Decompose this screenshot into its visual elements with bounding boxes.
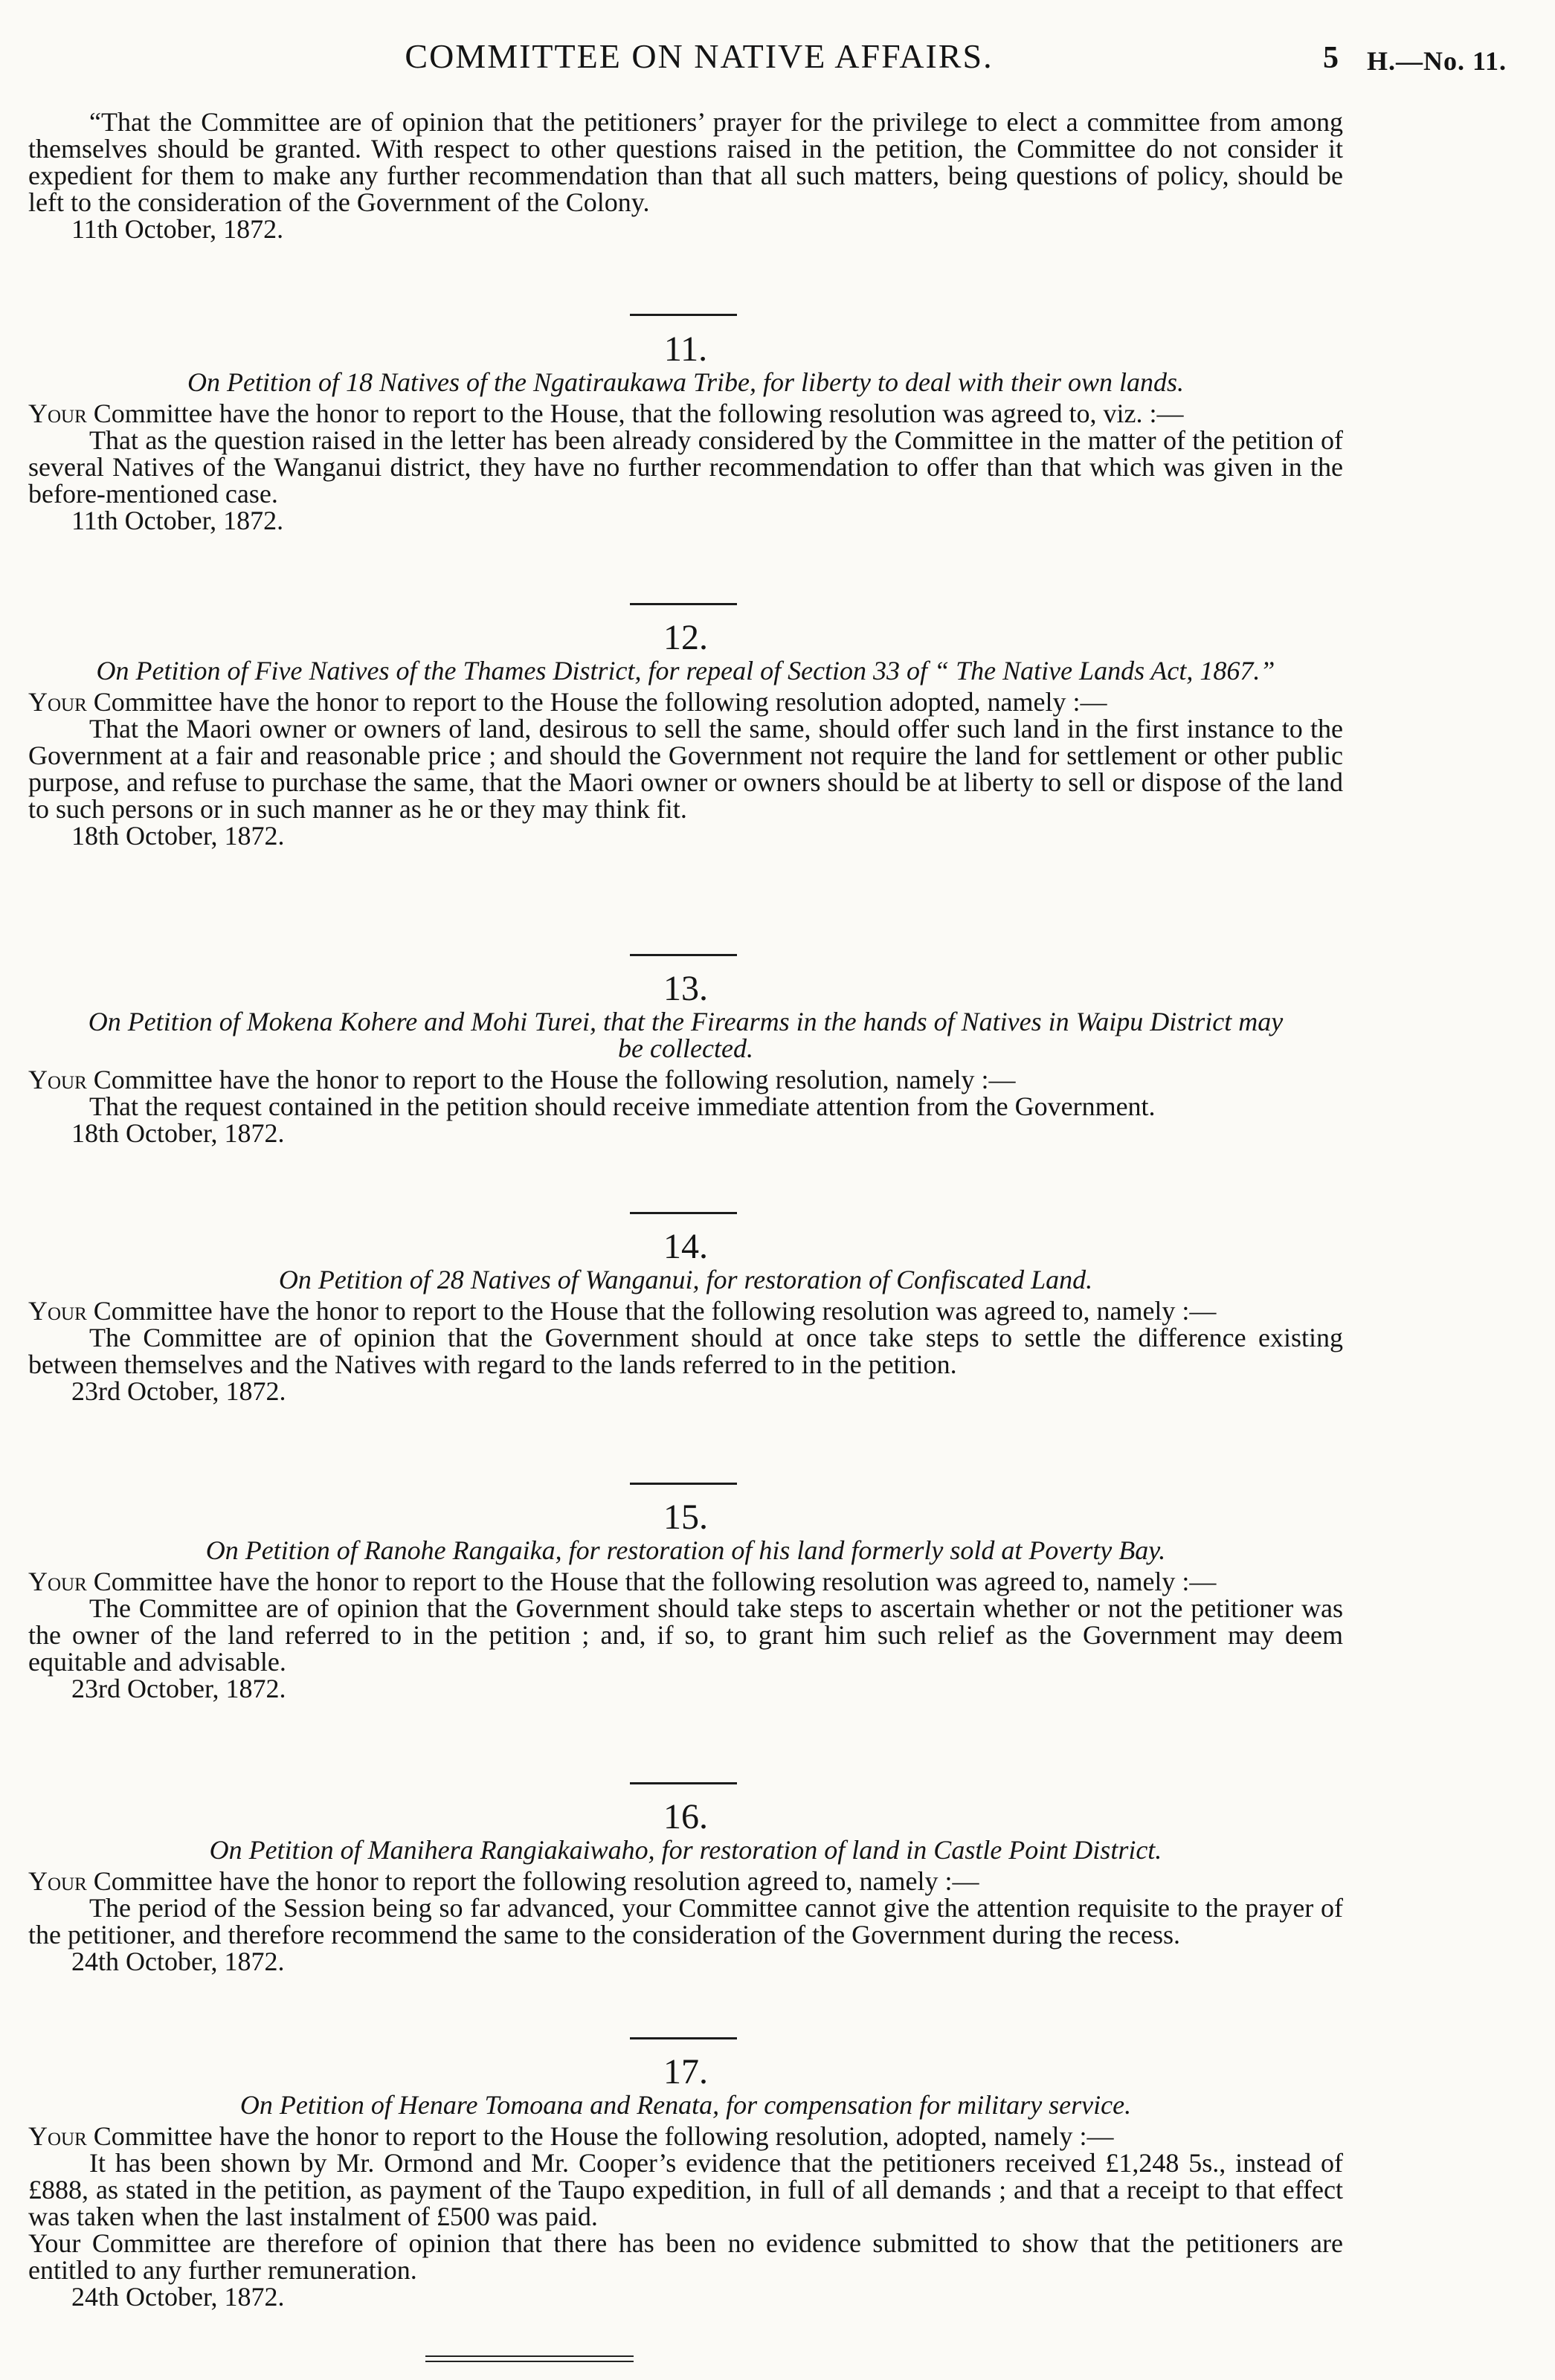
your-word: Your (28, 1866, 87, 1896)
your-word: Your (28, 1296, 87, 1326)
report-date: 23rd October, 1872. (71, 1674, 286, 1703)
resolution-text: That as the question raised in the letter has been already considered by the Committee in the matter of the petition of several Natives of the Wanganui district, they have no further recommendation to offer than that which was given in the before-mentioned case. (28, 425, 1343, 509)
section-number: 14. (663, 1227, 708, 1266)
end-of-page-rule (425, 2355, 634, 2362)
report-statement: Your Committee have the honor to report to the House the following resolution adopted, namely :— (28, 687, 1107, 717)
section-divider (630, 1782, 737, 1784)
section-number: 12. (663, 618, 708, 657)
resolution-continuation: Your Committee are therefore of opinion that there has been no evidence submitted to show that the petitioners are entitled to any further remuneration. (28, 2228, 1343, 2285)
petition-title: On Petition of Ranohe Rangaika, for restoration of his land formerly sold at Poverty Bay. (205, 1535, 1166, 1565)
resolution-text: The Committee are of opinion that the Government should at once take steps to settle the difference existing between themselves and the Natives with regard to the lands referred to in the petition. (28, 1323, 1343, 1379)
section-number: 13. (663, 969, 708, 1008)
section-divider (630, 1483, 737, 1485)
report-date: 11th October, 1872. (71, 506, 284, 535)
report-date: 24th October, 1872. (71, 2282, 285, 2312)
section-divider (630, 314, 737, 316)
petition-title: On Petition of Manihera Rangiakaiwaho, for restoration of land in Castle Point District. (209, 1835, 1162, 1865)
report-date: 18th October, 1872. (71, 821, 285, 851)
section-17 (28, 2047, 1343, 2310)
report-date: 18th October, 1872. (71, 1118, 285, 1148)
your-word: Your (28, 2121, 87, 2151)
section-13 (28, 964, 1343, 1147)
report-statement: Your Committee have the honor to report to the House that the following resolution was agreed to, namely :— (28, 1296, 1217, 1326)
intro-block (28, 109, 1343, 242)
page-number: 5 (1323, 41, 1339, 75)
petition-title: On Petition of Five Natives of the Thames District, for repeal of Section 33 of “ The Native Lands Act, 1867.” (96, 656, 1275, 686)
section-11 (28, 324, 1343, 534)
section-16 (28, 1792, 1343, 1975)
section-divider (630, 2037, 737, 2039)
report-statement: Your Committee have the honor to report to the House the following resolution, adopted, namely :— (28, 2121, 1114, 2151)
petition-title: On Petition of 28 Natives of Wanganui, for restoration of Confiscated Land. (278, 1265, 1093, 1294)
section-number: 11. (663, 329, 708, 369)
report-statement: Your Committee have the honor to report the following resolution agreed to, namely :— (28, 1866, 979, 1896)
report-date: 23rd October, 1872. (71, 1376, 286, 1406)
section-divider (630, 954, 737, 956)
intro-quote: “That the Committee are of opinion that the petitioners’ prayer for the privilege to elect a committee from among themselves should be granted. With respect to other questions raised in the petition, the Committee do not consider it expedient for them to make any further recommendation than that all such matters, being questions of policy, should be left to the consideration of the Government of the Colony. (28, 107, 1343, 217)
resolution-text: That the Maori owner or owners of land, desirous to sell the same, should offer such land in the first instance to the Government at a fair and reasonable price ; and should the Government not require the land for settlement or other public purpose, and refuse to purchase the same, that the Maori owner or owners should be at liberty to sell or dispose of the land to such persons or in such manner as he or they may think fit. (28, 714, 1343, 824)
intro-date: 11th October, 1872. (71, 214, 284, 244)
section-divider (630, 1212, 737, 1214)
report-statement: Your Committee have the honor to report to the House that the following resolution was agreed to, namely :— (28, 1567, 1217, 1596)
petition-title: On Petition of 18 Natives of the Ngatiraukawa Tribe, for liberty to deal with their own lands. (187, 367, 1184, 397)
resolution-text: The Committee are of opinion that the Government should take steps to ascertain whether or not the petitioner was the owner of the land referred to in the petition ; and, if so, to grant him such relief as the Government may deem equitable and advisable. (28, 1593, 1343, 1677)
section-14 (28, 1222, 1343, 1405)
report-statement: Your Committee have the honor to report to the House the following resolution, namely :— (28, 1065, 1016, 1094)
section-divider (630, 603, 737, 605)
your-word: Your (28, 1065, 87, 1094)
resolution-text: The period of the Session being so far advanced, your Committee cannot give the attention requisite to the prayer of the petitioner, and therefore recommend the same to the consideration of the Government during the recess. (28, 1893, 1343, 1950)
your-word: Your (28, 687, 87, 717)
your-word: Your (28, 399, 87, 428)
page-header-title: COMMITTEE ON NATIVE AFFAIRS. (405, 37, 994, 75)
report-statement: Your Committee have the honor to report to the House, that the following resolution was agreed to, viz. :— (28, 399, 1184, 428)
petition-title: On Petition of Mokena Kohere and Mohi Turei, that the Firearms in the hands of Natives in Waipu District may be collected. (88, 1007, 1284, 1063)
section-12 (28, 613, 1343, 849)
section-number: 17. (663, 2052, 708, 2092)
resolution-text: It has been shown by Mr. Ormond and Mr. Cooper’s evidence that the petitioners received £1,248 5s., instead of £888, as stated in the petition, as payment of the Taupo expedition, in full of all demands ; and that a receipt to that effect was taken when the last instalment of £500 was paid. (28, 2148, 1343, 2231)
section-number: 15. (663, 1497, 708, 1537)
section-15 (28, 1492, 1343, 1702)
report-date: 24th October, 1872. (71, 1947, 285, 1976)
your-word: Your (28, 1567, 87, 1596)
section-number: 16. (663, 1797, 708, 1836)
paper-reference: H.—No. 11. (1367, 46, 1507, 76)
resolution-text: That the request contained in the petition should receive immediate attention from the Government. (89, 1091, 1156, 1121)
petition-title: On Petition of Henare Tomoana and Renata, for compensation for military service. (239, 2090, 1132, 2120)
